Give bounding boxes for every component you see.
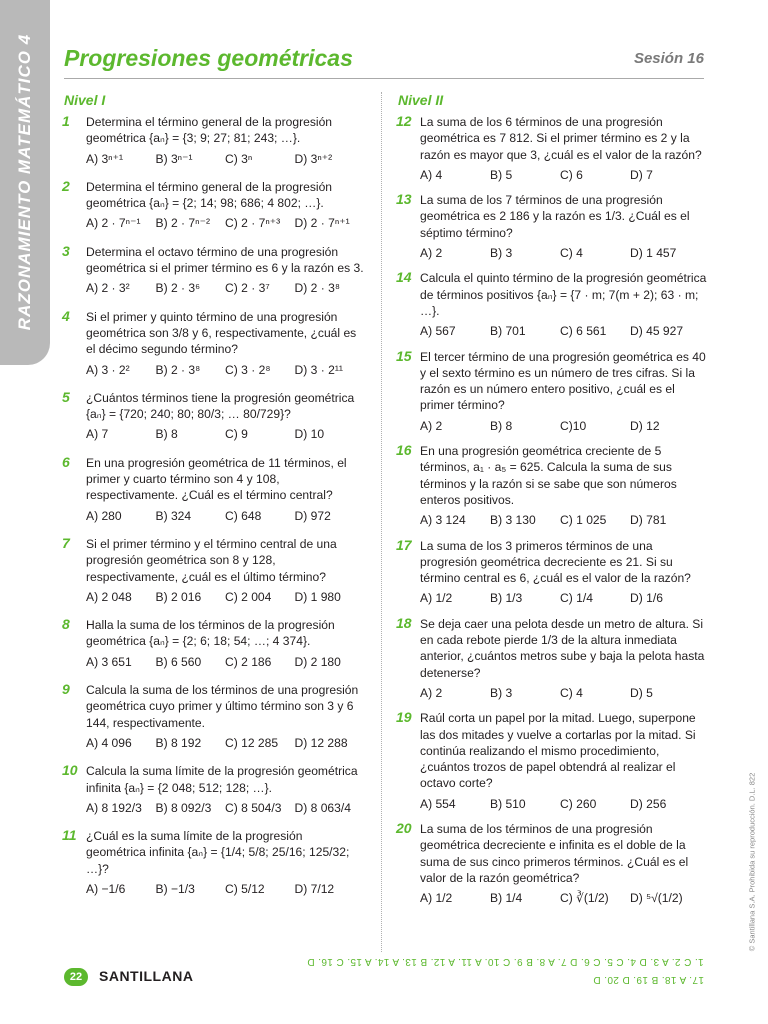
answer-option: C) 9 (225, 427, 248, 442)
level-heading: Nivel I (64, 92, 106, 108)
answer-option: C) 3 · 2⁸ (225, 362, 271, 377)
answer-option: B) 3 130 (490, 513, 536, 528)
question-item (64, 114, 364, 167)
question-item (398, 616, 708, 701)
answer-option: C) 8 504/3 (225, 800, 282, 815)
question-item (64, 179, 364, 232)
answer-option: B) 3 (490, 685, 513, 700)
question-text: Determina el término general de la progresión geométrica {aₙ} = {2; 14; 98; 686; 4 802; …}. (86, 179, 333, 211)
question-item (64, 244, 364, 297)
level-heading: Nivel II (398, 92, 444, 108)
answer-key-line: 17. A 18. B 19. D 20. D (593, 974, 704, 985)
answer-option: D) 45 927 (630, 324, 684, 339)
answer-option: D) 256 (630, 796, 667, 811)
question-text: ¿Cuál es la suma límite de la progresión geométrica infinita {aₙ} = {1/4; 5/8; 25/16; 125/32; …}? (86, 829, 350, 876)
answer-option: A) 3 · 2² (86, 362, 130, 377)
page-title: Progresiones geométricas (64, 45, 353, 71)
answer-option: D) 7/12 (294, 881, 335, 896)
copyright-note: © Santillana S.A. Prohibida su reproducción. D.L. 822 (747, 772, 757, 952)
answer-option: D) 12 288 (294, 735, 348, 750)
question-text: Determina el término general de la progresión geométrica {aₙ} = {3; 9; 27; 81; 243; …}. (86, 115, 333, 146)
question-number: 1 (62, 113, 70, 129)
question-item (398, 349, 708, 434)
answer-option: B) 6 560 (155, 654, 202, 669)
answer-option: C) 5/12 (225, 881, 265, 896)
answer-option: D) 781 (630, 513, 667, 528)
answer-key-line: 1. C 2. A 3. D 4. C 5. C 6. D 7. A 8. B 9. C 10. A 11. A 12. B 13. A 14. A 15. C 16. D (307, 956, 704, 967)
answer-option: C) 2 · 3⁷ (225, 281, 270, 296)
answer-options (86, 426, 364, 442)
answer-option: A) 8 192/3 (86, 800, 142, 815)
answer-option: B) 8 092/3 (155, 800, 212, 815)
answer-option: B) 1/4 (490, 891, 523, 906)
question-number: 13 (396, 191, 412, 208)
answer-option: B) 2 · 3⁶ (155, 281, 201, 296)
question-item (64, 390, 364, 443)
answer-options (420, 323, 708, 339)
answer-option: C) ∛(1/2) (560, 891, 609, 906)
answer-option: B) 324 (155, 508, 192, 523)
answer-option: B) −1/3 (155, 881, 195, 896)
question-text: ¿Cuántos términos tiene la progresión geométrica {aₙ} = {720; 240; 80; 80/3; … 80/729}? (86, 390, 355, 422)
answer-option: B) 2 · 7ⁿ⁻² (155, 216, 210, 231)
answer-option: A) 2 · 3² (86, 281, 130, 296)
question-number: 14 (396, 269, 412, 286)
answer-options (86, 735, 364, 751)
answer-option: D) 1 457 (630, 246, 677, 261)
question-item (64, 617, 364, 670)
answer-option: B) 5 (490, 167, 513, 182)
answer-options (86, 881, 364, 897)
question-number: 6 (62, 453, 70, 470)
answer-option: A) 3 124 (420, 513, 466, 528)
answer-options (86, 280, 364, 296)
answer-option: A) 3 651 (86, 654, 132, 669)
question-text: La suma de los 6 términos de una progresión geométrica es 7 812. Si el primer término es 2 y la razón es mayor que 3, ¿cuál es el valor de la razón? (420, 115, 702, 162)
question-item (64, 536, 364, 605)
answer-option: A) 2 (420, 418, 443, 433)
answer-options (420, 890, 708, 906)
answer-option: D) 12 (630, 418, 660, 433)
answer-option: A) 2 (420, 246, 443, 261)
question-text: Halla la suma de los términos de la progresión geométrica {aₙ} = {2; 6; 18; 54; …; 4 374}. (86, 618, 335, 649)
answer-option: D) ⁵√(1/2) (630, 891, 683, 906)
question-list (64, 114, 364, 897)
question-text: En una progresión geométrica creciente de 5 términos, a₁ · a₅ = 625. Calcula la suma de sus términos y la razón si se sabe que son números enteros positivos. (420, 444, 677, 507)
question-text: La suma de los 3 primeros términos de una progresión geométrica decreciente es 21. Si su término central es 6, ¿cuál es el valor de la razón? (420, 538, 691, 586)
answer-option: A) 2 · 7ⁿ⁻¹ (86, 216, 141, 231)
question-item (398, 821, 708, 906)
answer-option: D) 2 180 (294, 654, 341, 669)
question-item (398, 114, 708, 183)
question-number: 16 (396, 442, 412, 459)
answer-option: C) 4 (560, 246, 583, 261)
answer-option: C) 6 (560, 167, 583, 182)
side-tab (0, 0, 50, 365)
question-text: La suma de los términos de una progresión geométrica decreciente e infinita es el doble de la suma de sus cinco primeros términos. ¿Cuál es el valor de la razón geométrica? (420, 821, 689, 885)
answer-option: B) 8 (155, 427, 178, 442)
answer-option: C) 4 (560, 685, 583, 700)
answer-option: A) 4 096 (86, 735, 132, 750)
question-text: Raúl corta un papel por la mitad. Luego, superpone las dos mitades y vuelve a cortarlas por la mitad. Si continúa realizando el mismo procedimiento, ¿cuántos trozos de papel obtendrá al realizar el octavo corte? (420, 711, 696, 791)
question-text: En una progresión geométrica de 11 términos, el primer y cuarto término son 4 y 108, respectivamente. ¿Cuál es el término central? (86, 455, 347, 503)
answer-option: D) 7 (630, 167, 653, 182)
answer-options (420, 796, 708, 812)
answer-option: D) 1/6 (630, 591, 663, 606)
question-item (64, 763, 364, 816)
question-number: 19 (396, 709, 412, 726)
answer-option: D) 2 · 3⁸ (294, 281, 340, 296)
answer-option: D) 8 063/4 (294, 800, 351, 815)
answer-options (420, 685, 708, 701)
question-number: 4 (62, 307, 70, 324)
brand-logo: SANTILLANA (99, 968, 194, 984)
question-list (398, 114, 708, 906)
answer-option: C) 2 186 (225, 654, 272, 669)
answer-option: B) 701 (490, 324, 526, 339)
right-column (398, 92, 708, 915)
answer-option: D) 5 (630, 685, 653, 700)
answer-options (86, 654, 364, 670)
question-text: Si el primer término y el término central de una progresión geométrica son 8 y 128, respectivamente, ¿cuál es el último término? (86, 536, 337, 584)
answer-option: A) −1/6 (86, 881, 126, 896)
answer-option: B) 8 192 (155, 735, 202, 750)
answer-option: A) 3ⁿ⁺¹ (86, 151, 124, 166)
header-rule (64, 78, 704, 79)
question-text: Calcula la suma límite de la progresión geométrica infinita {aₙ} = {2 048; 512; 128; …}. (86, 764, 358, 795)
question-text: Determina el octavo término de una progresión geométrica si el primer término es 6 y la razón es 3. (86, 244, 364, 276)
answer-option: B) 8 (490, 418, 513, 433)
answer-option: D) 2 · 7ⁿ⁺¹ (294, 216, 350, 231)
side-label: RAZONAMIENTO MATEMÁTICO 4 (15, 33, 34, 331)
question-number: 12 (396, 113, 412, 129)
question-text: El tercer término de una progresión geométrica es 40 y el sexto término es un número de tres cifras. Si la razón es un número entero positivo, ¿cuál es el primer término? (420, 349, 706, 413)
answer-options (86, 508, 364, 524)
question-item (398, 538, 708, 607)
answer-options (86, 800, 364, 816)
question-number: 3 (62, 242, 70, 259)
answer-options (420, 245, 708, 261)
question-item (64, 455, 364, 524)
answer-option: C) 1 025 (560, 513, 607, 528)
question-number: 7 (62, 534, 70, 551)
answer-option: A) 1/2 (420, 591, 453, 606)
answer-option: D) 972 (294, 508, 331, 523)
answer-option: A) 2 048 (86, 589, 132, 604)
answer-option: A) 7 (86, 427, 109, 442)
answer-option: C) 260 (560, 796, 597, 811)
question-text: Si el primer y quinto término de una progresión geométrica son 3/8 y 6, respectivamente, ¿cuál es el décimo segundo término? (86, 309, 357, 357)
answer-option: A) 554 (420, 796, 456, 811)
answer-options (86, 215, 364, 231)
answer-option: D) 3ⁿ⁺² (294, 151, 333, 166)
question-item (398, 270, 708, 339)
answer-option: B) 2 · 3⁸ (155, 362, 201, 377)
question-text: La suma de los 7 términos de una progresión geométrica es 2 186 y la razón es 1/3. ¿Cuál es el séptimo término? (420, 193, 690, 240)
answer-option: C) 12 285 (225, 735, 279, 750)
question-item (398, 710, 708, 812)
answer-options (420, 590, 708, 606)
answer-option: B) 1/3 (490, 591, 523, 606)
question-number: 15 (396, 347, 412, 364)
answer-option: B) 3ⁿ⁻¹ (155, 151, 193, 166)
question-number: 8 (62, 616, 70, 633)
question-text: Calcula el quinto término de la progresión geométrica de términos positivos {aₙ} = {7 · m; 7(m + 2); 63 · m; …}. (420, 271, 707, 318)
answer-option: C) 1/4 (560, 591, 593, 606)
answer-option: D) 10 (294, 427, 325, 442)
question-number: 17 (396, 536, 412, 553)
question-text: Se deja caer una pelota desde un metro de altura. Si en cada rebote pierde 1/3 de la altura inmediata anterior, ¿cuántos metros sube y baja la pelota hasta detenerse? (420, 616, 705, 680)
question-number: 10 (62, 762, 78, 779)
answer-option: A) 567 (420, 324, 456, 339)
page-number: 22 (64, 968, 88, 986)
answer-option: C) 2 004 (225, 589, 272, 604)
answer-options (86, 151, 364, 167)
answer-option: A) 1/2 (420, 891, 453, 906)
answer-option: C) 6 561 (560, 324, 607, 339)
question-number: 5 (62, 388, 70, 405)
session-label: Sesión 16 (633, 50, 704, 67)
question-item (398, 192, 708, 261)
question-number: 2 (62, 177, 70, 194)
answer-options (420, 512, 708, 528)
question-number: 11 (62, 827, 77, 844)
question-item (398, 443, 708, 528)
answer-option: A) 2 (420, 685, 443, 700)
answer-option: A) 4 (420, 167, 443, 182)
answer-option: A) 280 (86, 508, 122, 523)
answer-options (420, 418, 708, 434)
answer-option: C)10 (560, 418, 587, 433)
question-item (64, 309, 364, 378)
column-divider (381, 92, 382, 952)
answer-option: B) 2 016 (155, 589, 202, 604)
answer-option: C) 648 (225, 508, 262, 523)
left-column (64, 92, 364, 909)
answer-option: B) 510 (490, 796, 526, 811)
answer-options (420, 167, 708, 183)
answer-option: C) 3ⁿ (225, 151, 253, 166)
question-item (64, 828, 364, 897)
question-number: 18 (396, 614, 412, 631)
question-item (64, 682, 364, 751)
answer-option: D) 3 · 2¹¹ (294, 362, 343, 377)
answer-option: D) 1 980 (294, 589, 341, 604)
answer-options (86, 362, 364, 378)
question-text: Calcula la suma de los términos de una progresión geométrica cuyo primer y último término son 3 y 6 144, respectivamente. (86, 683, 359, 730)
answer-options (86, 589, 364, 605)
question-number: 20 (396, 819, 412, 836)
answer-option: B) 3 (490, 246, 513, 261)
question-number: 9 (62, 681, 70, 698)
answer-option: C) 2 · 7ⁿ⁺³ (225, 216, 281, 231)
